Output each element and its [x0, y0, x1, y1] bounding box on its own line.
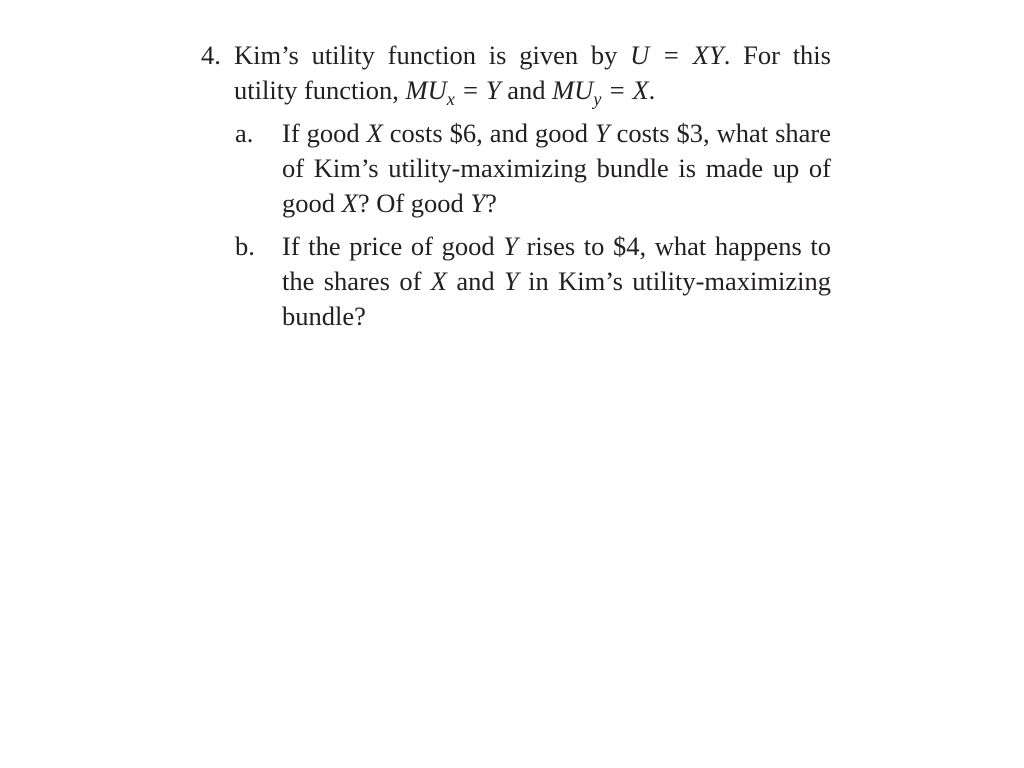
part-a-text-2: costs $6, and good — [382, 118, 595, 148]
problem-parts — [235, 116, 831, 334]
part-b-text-3: and — [446, 266, 504, 296]
part-b-text-1: If the price of good — [282, 231, 504, 261]
stem-text-4: . — [648, 75, 656, 105]
marginal-utility-x-label: MU — [405, 75, 447, 105]
part-a-text-4: ? Of good — [357, 188, 471, 218]
part-b-text-4: in Kim’s utility-maximizing bundle? — [282, 266, 831, 331]
part-a-text — [282, 116, 831, 221]
part-b-var-1: Y — [503, 231, 518, 261]
part-b-text-2: rises to $4, what happens to the shares of — [282, 231, 831, 296]
marginal-utility-y-label: MU — [552, 75, 594, 105]
stem-text-3: and — [500, 75, 553, 105]
stem-text-1: Kim’s utility function is given by — [234, 40, 631, 70]
stem-text-2: . For this utility function, — [234, 40, 831, 105]
part-a-text-3: costs $3, what share of Kim’s utility-maximizing bundle is made up of good — [282, 118, 831, 218]
part-b-text — [282, 229, 831, 334]
subscript-x: x — [446, 89, 455, 109]
part-b — [235, 229, 831, 334]
marginal-utility-x-rhs: = Y — [454, 75, 501, 105]
part-a-label: a. — [235, 118, 254, 148]
part-a-var-3: X — [341, 188, 358, 218]
problem-number: 4. — [201, 40, 221, 70]
part-a-var-4: Y — [470, 188, 486, 218]
problem-stem — [201, 38, 831, 108]
part-a-var-2: Y — [594, 118, 610, 148]
part-a-text-1: If good — [282, 118, 367, 148]
part-a — [235, 116, 831, 221]
marginal-utility-y-rhs: = X — [601, 75, 649, 105]
part-a-text-5: ? — [485, 188, 497, 218]
part-b-label: b. — [235, 231, 255, 261]
problem-4 — [201, 38, 831, 342]
problem-stem-text — [234, 38, 831, 108]
part-b-var-2: X — [430, 266, 447, 296]
part-a-var-1: X — [366, 118, 383, 148]
utility-equation: U = XY — [630, 40, 724, 70]
subscript-y: y — [593, 89, 602, 109]
part-b-var-3: Y — [504, 266, 519, 296]
